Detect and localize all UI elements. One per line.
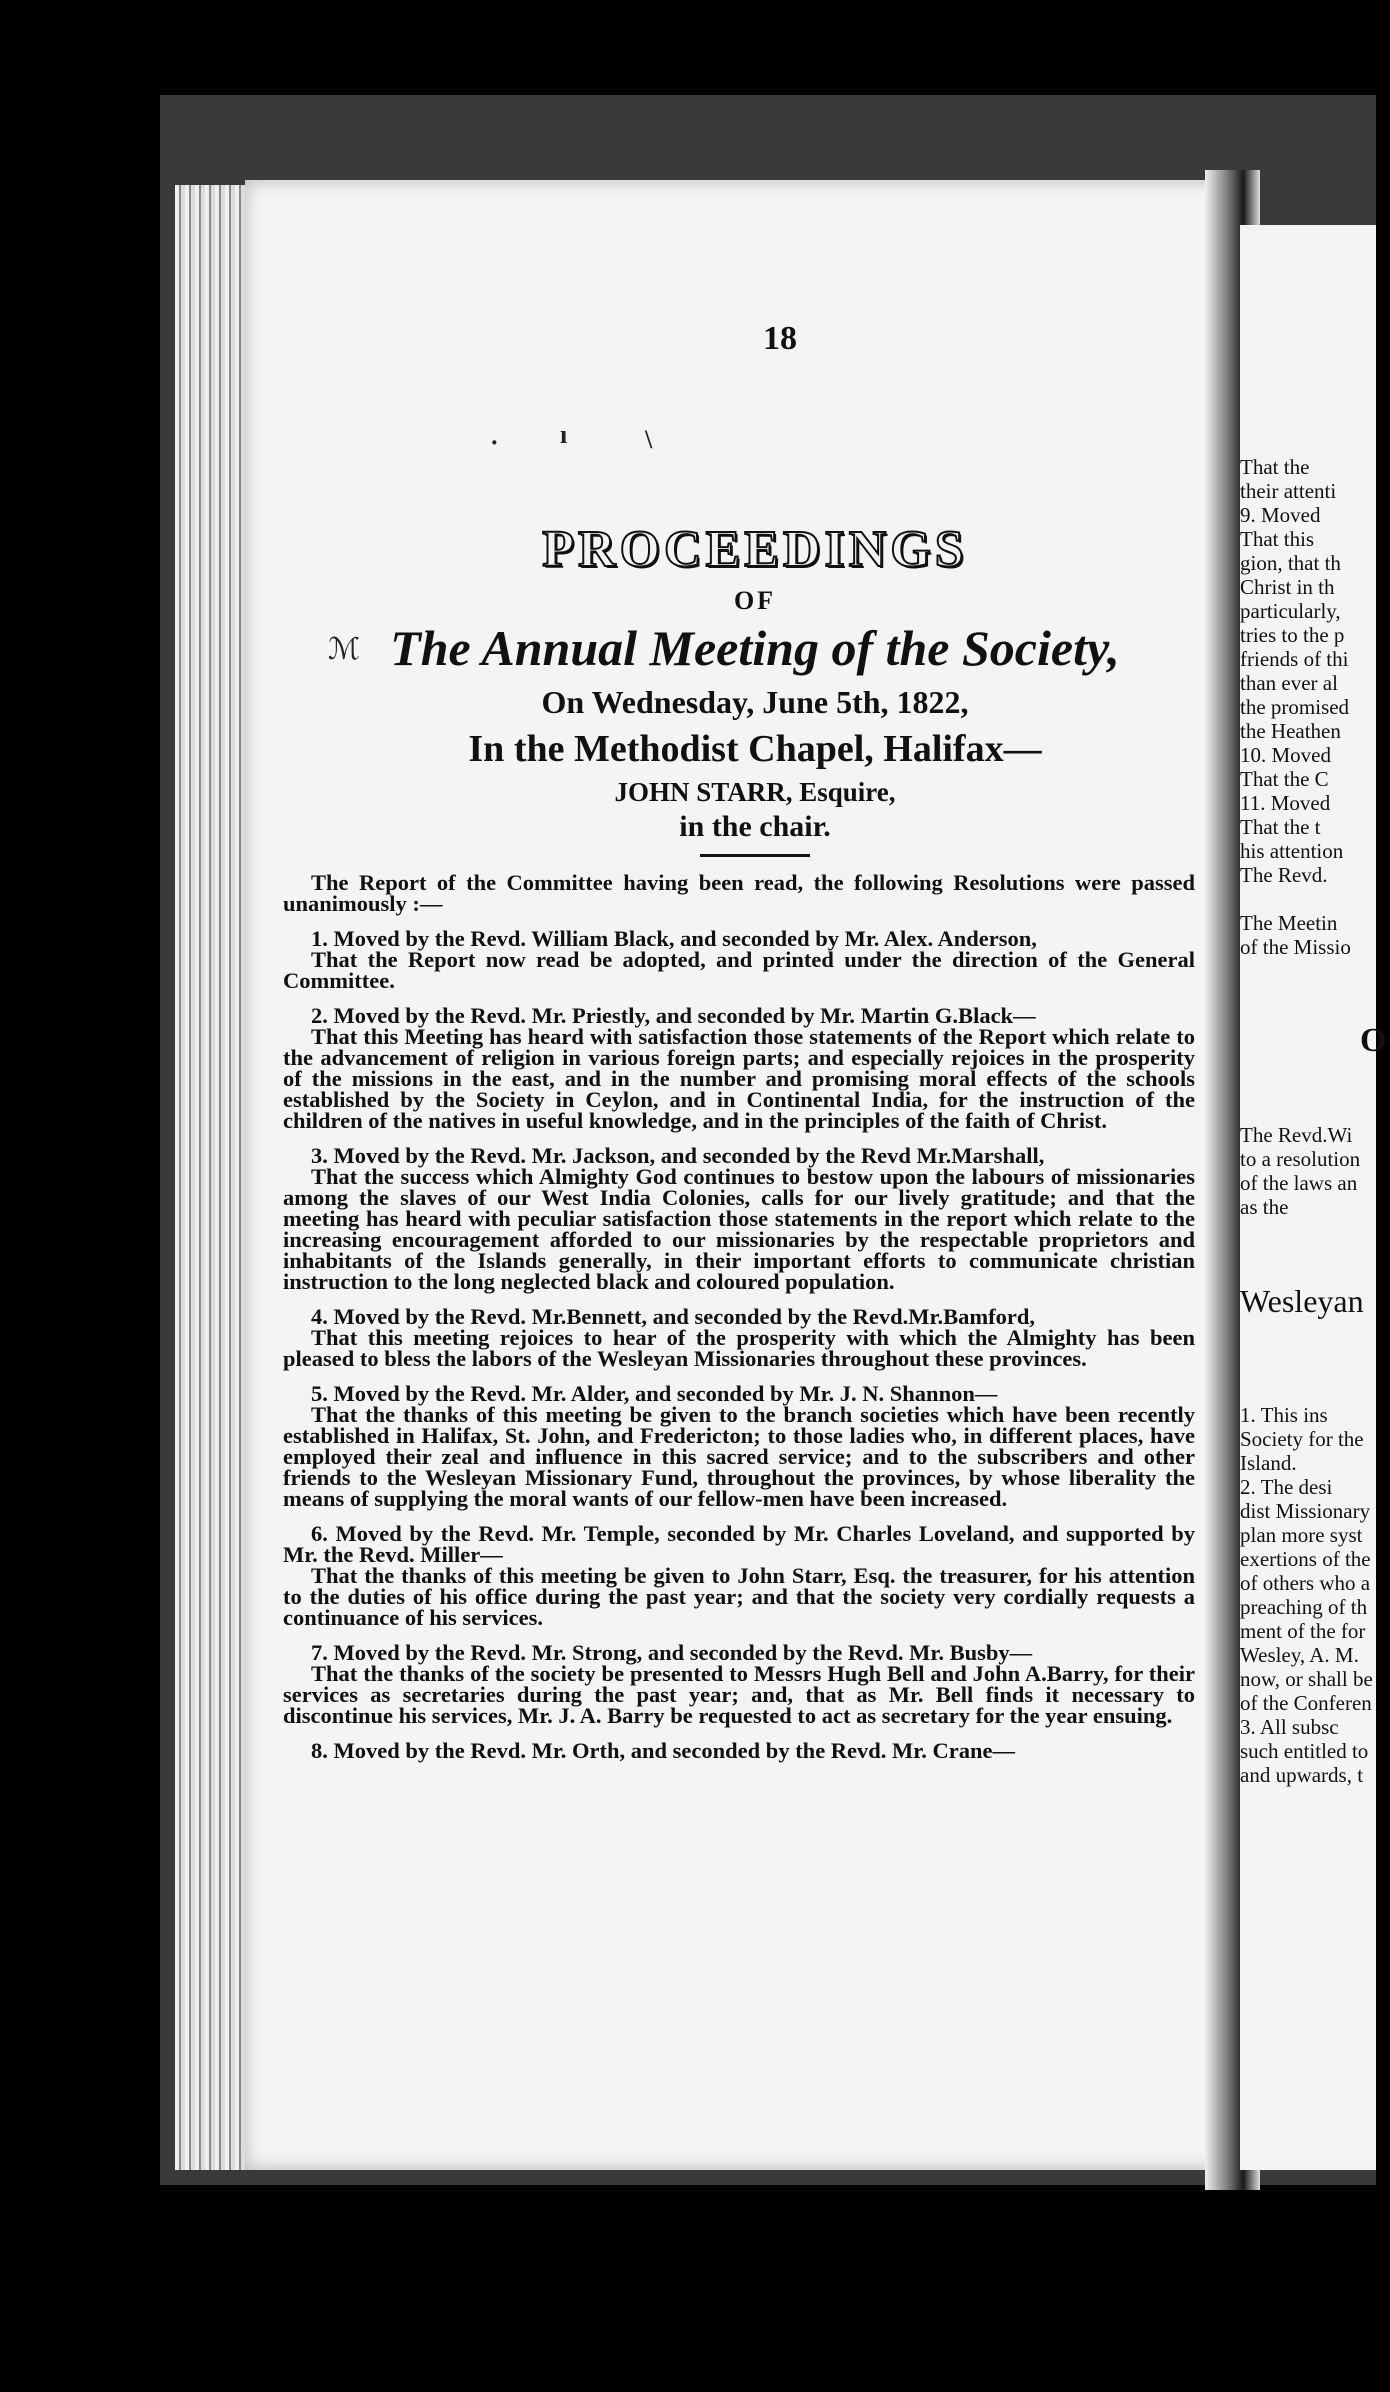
right-page-line: ment of the for — [1240, 1619, 1366, 1643]
resolution-mover: 6. Moved by the Revd. Mr. Temple, seconded by Mr. Charles Loveland, and supported by Mr. the Revd. Miller— — [283, 1521, 1195, 1567]
right-page-line: tries to the p — [1240, 623, 1345, 647]
right-page-line: 3. All subsc — [1240, 1715, 1339, 1739]
resolution-text: That the thanks of the society be presented to Messrs Hugh Bell and John A.Barry, for their services as secretaries during the past year; and, that as Mr. Bell finds it necessary to discontinue his services, Mr. J. A. Barry be requested to act as secretary for the year ensuing. — [283, 1661, 1195, 1728]
right-page-line: their attenti — [1240, 479, 1337, 503]
resolution-mover: 3. Moved by the Revd. Mr. Jackson, and seconded by the Revd Mr.Marshall, — [311, 1143, 1045, 1168]
resolution-mover: 7. Moved by the Revd. Mr. Strong, and seconded by the Revd. Mr. Busby— — [311, 1640, 1033, 1665]
right-page-line: dist Missionary — [1240, 1499, 1371, 1523]
ink-mark: \ — [645, 425, 653, 454]
right-page-line: That this — [1240, 527, 1315, 551]
date-line: On Wednesday, June 5th, 1822, — [541, 684, 969, 720]
right-page-line: such entitled to — [1240, 1739, 1369, 1763]
proceedings-title: PROCEEDINGS — [542, 521, 968, 578]
resolutions-text — [283, 872, 1195, 1775]
book-spine-edges — [175, 185, 255, 2170]
right-page-line: That the — [1240, 455, 1310, 479]
right-page-line: 11. Moved — [1240, 791, 1331, 815]
ink-mark: · — [490, 428, 499, 457]
right-page-line: to a resolution — [1240, 1147, 1361, 1171]
divider-rule — [700, 854, 810, 857]
right-page-line: of the Conferen — [1240, 1691, 1372, 1715]
right-page-text — [1240, 455, 1390, 1787]
resolution-text: That the Report now read be adopted, and printed under the direction of the General Committee. — [283, 947, 1195, 993]
right-page-line: of others who a — [1240, 1571, 1371, 1595]
resolution-mover: 2. Moved by the Revd. Mr. Priestly, and seconded by Mr. Martin G.Black— — [311, 1003, 1036, 1028]
right-page-line: plan more syst — [1240, 1523, 1363, 1547]
right-page-line: Wesley, A. M. — [1240, 1643, 1359, 1667]
right-page-line: of the laws an — [1240, 1171, 1358, 1195]
intro-paragraph: The Report of the Committee having been read, the following Resolutions were passed unanimously :— — [283, 870, 1195, 916]
resolution-text: That the thanks of this meeting be given to John Starr, Esq. the treasurer, for his attention to the duties of his office during the past year; and that the society very cordially requests a continuance of his services. — [283, 1563, 1195, 1630]
heading-block — [310, 520, 1200, 857]
right-page-line: gion, that th — [1240, 551, 1341, 575]
chair-line: in the chair. — [679, 810, 831, 843]
right-page-line: the Heathen — [1240, 719, 1341, 743]
resolution-mover: 5. Moved by the Revd. Mr. Alder, and seconded by Mr. J. N. Shannon— — [311, 1381, 998, 1406]
right-page-line: as the — [1240, 1195, 1289, 1219]
right-page-top-lines — [1240, 455, 1390, 959]
right-page-line: Society for the — [1240, 1427, 1364, 1451]
right-page-heading: Wesleyan — [1240, 1283, 1364, 1319]
meeting-title: The Annual Meeting of the Society, — [390, 620, 1120, 676]
resolution-mover: 8. Moved by the Revd. Mr. Orth, and seconded by the Revd. Mr. Crane— — [311, 1738, 1015, 1763]
right-page-line: of the Missio — [1240, 935, 1351, 959]
right-page-line: The Revd. — [1240, 863, 1328, 887]
right-page-line: than ever al — [1240, 671, 1338, 695]
right-page-mid-lines — [1240, 1123, 1390, 1219]
right-page-bottom-lines — [1240, 1403, 1390, 1787]
right-page-letter: O — [1360, 1022, 1387, 1059]
chair-name: JOHN STARR, Esquire, — [614, 777, 896, 807]
resolution-text: That the thanks of this meeting be given to the branch societies which have been recently established in Halifax, St. John, and Fredericton; to those ladies who, in different places, have employed their zeal and influence in this sacred service; and to the subscribers and other friends to the Wesleyan Missionary Fund, throughout the provinces, by whose liberality the means of supplying the moral wants of our fellow-men have been increased. — [283, 1402, 1195, 1511]
venue-line: In the Methodist Chapel, Halifax— — [468, 728, 1042, 770]
right-page-line: 1. This ins — [1240, 1403, 1328, 1427]
right-page-line: The Revd.Wi — [1240, 1123, 1353, 1147]
right-page-line: his attention — [1240, 839, 1344, 863]
right-page-line: The Meetin — [1240, 911, 1338, 935]
right-page-line: and upwards, t — [1240, 1763, 1364, 1787]
ink-mark: ı — [560, 420, 568, 449]
right-page-line: Island. — [1240, 1451, 1297, 1475]
right-page-line: 9. Moved — [1240, 503, 1321, 527]
right-page-line: particularly, — [1240, 599, 1341, 623]
resolution-mover: 4. Moved by the Revd. Mr.Bennett, and seconded by the Revd.Mr.Bamford, — [311, 1304, 1035, 1329]
right-page-line: That the t — [1240, 815, 1321, 839]
right-page-line: 10. Moved — [1240, 743, 1331, 767]
right-page-line: preaching of th — [1240, 1595, 1368, 1619]
right-page-line: now, or shall be — [1240, 1667, 1373, 1691]
right-page-line: friends of thi — [1240, 647, 1349, 671]
right-page-line: the promised — [1240, 695, 1350, 719]
right-page-line: Christ in th — [1240, 575, 1335, 599]
handwritten-mark: ℳ — [328, 633, 361, 666]
resolution-text: That this Meeting has heard with satisfaction those statements of the Report which relate to the advancement of religion in various foreign parts; and especially rejoices in the prosperity of the missions in the east, and in the number and promising moral effects of the schools established by the Society in Ceylon, and in Continental India, for the instruction of the children of the natives in useful knowledge, and in the principles of the faith of Christ. — [283, 1024, 1195, 1133]
page-number: 18 — [763, 320, 797, 357]
of-word: OF — [733, 586, 777, 615]
resolution-text: That this meeting rejoices to hear of the prosperity with which the Almighty has been pleased to bless the labors of the Wesleyan Missionaries throughout these provinces. — [283, 1325, 1195, 1371]
right-page-line — [1240, 887, 1390, 911]
right-page-line: That the C — [1240, 767, 1329, 791]
right-page-line: 2. The desi — [1240, 1475, 1333, 1499]
resolution-text: That the success which Almighty God continues to bestow upon the labours of missionaries among the slaves of our West India Colonies, calls for our lively gratitude; and that the meeting has heard with peculiar satisfaction those statements in the report which relate to the increasing encouragement afforded to our missionaries by the respectable proprietors and inhabitants of the Islands generally, in their important efforts to communicate christian instruction to the long neglected black and coloured population. — [283, 1164, 1195, 1294]
right-page-line: exertions of the — [1240, 1547, 1371, 1571]
resolution-mover: 1. Moved by the Revd. William Black, and seconded by Mr. Alex. Anderson, — [311, 926, 1037, 951]
